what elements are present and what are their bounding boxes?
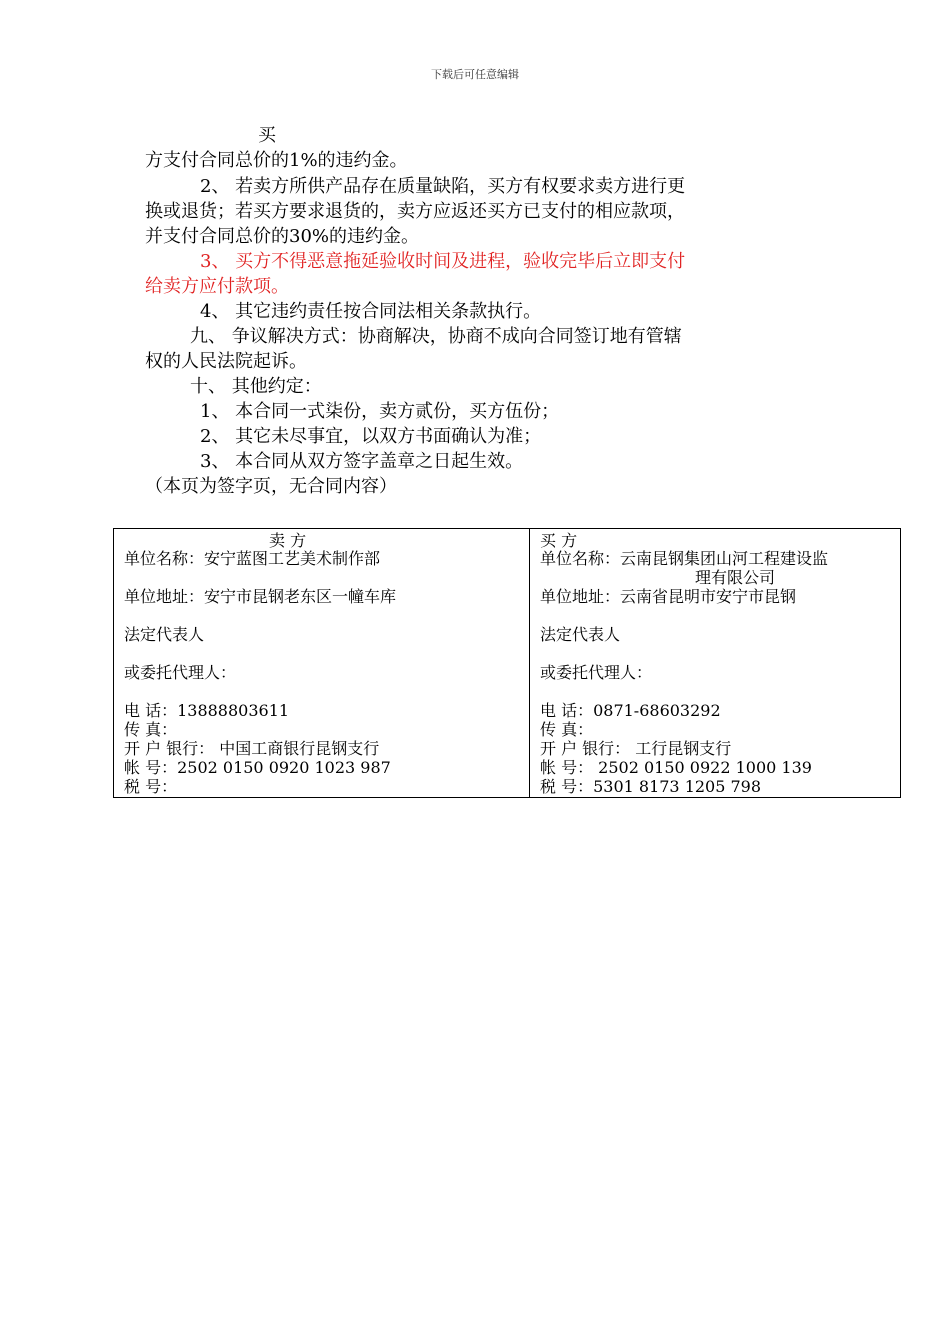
buyer-phone: 电 话：0871-68603292 [540,701,721,720]
buyer-address: 单位地址：云南省昆明市安宁市昆钢 [540,587,797,606]
buyer-account: 帐 号： 2502 0150 0922 1000 139 [540,758,812,777]
seller-phone: 电 话：13888803611 [124,701,290,720]
text-line-6: 3、 买方不得恶意拖延验收时间及进程，验收完毕后立即支付 [200,251,686,272]
seller-fax: 传 真： [124,720,178,739]
text-line-3: 2、 若卖方所供产品存在质量缺陷，买方有权要求卖方进行更 [200,176,686,197]
buyer-bank: 开 户 银行： 工行昆钢支行 [540,739,732,758]
buyer-name-cont: 理有限公司 [695,568,776,587]
text-line-15: （本页为签字页，无合同内容） [145,476,397,497]
seller-account: 帐 号：2502 0150 0920 1023 987 [124,758,391,777]
buyer-legal-rep: 法定代表人 [540,625,621,644]
seller-agent: 或委托代理人： [124,663,237,682]
buyer-tax: 税 号：5301 8173 1205 798 [540,777,762,796]
text-line-2: 方支付合同总价的1%的违约金。 [145,150,408,171]
page-header: 下载后可任意编辑 [431,68,519,81]
text-line-8: 4、 其它违约责任按合同法相关条款执行。 [200,301,542,322]
buyer-agent: 或委托代理人： [540,663,653,682]
text-line-13: 2、 其它未尽事宜，以双方书面确认为准； [200,426,542,447]
seller-name: 单位名称：安宁蓝图工艺美术制作部 [124,549,381,568]
text-line-1: 买 [258,125,276,146]
buyer-name: 单位名称：云南昆钢集团山河工程建设监 [540,549,829,568]
text-line-14: 3、 本合同从双方签字盖章之日起生效。 [200,451,524,472]
seller-cell [114,529,530,798]
seller-tax: 税 号： [124,777,178,796]
text-line-4: 换或退货；若买方要求退货的，卖方应返还买方已支付的相应款项， [145,201,685,222]
text-line-12: 1、 本合同一式柒份，卖方贰份，买方伍份； [200,401,560,422]
seller-title: 卖 方 [269,531,307,550]
seller-address: 单位地址：安宁市昆钢老东区一幢车库 [124,587,397,606]
signature-table [113,528,901,798]
seller-legal-rep: 法定代表人 [124,625,205,644]
buyer-cell [530,529,901,798]
text-line-10: 权的人民法院起诉。 [145,351,307,372]
text-line-5: 并支付合同总价的30%的违约金。 [145,226,420,247]
text-line-9: 九、 争议解决方式：协商解决，协商不成向合同签订地有管辖 [190,326,682,347]
buyer-title: 买 方 [540,531,578,550]
buyer-fax: 传 真： [540,720,594,739]
text-line-11: 十、 其他约定： [190,376,322,397]
text-line-7: 给卖方应付款项。 [145,276,289,297]
seller-bank: 开 户 银行： 中国工商银行昆钢支行 [124,739,380,758]
